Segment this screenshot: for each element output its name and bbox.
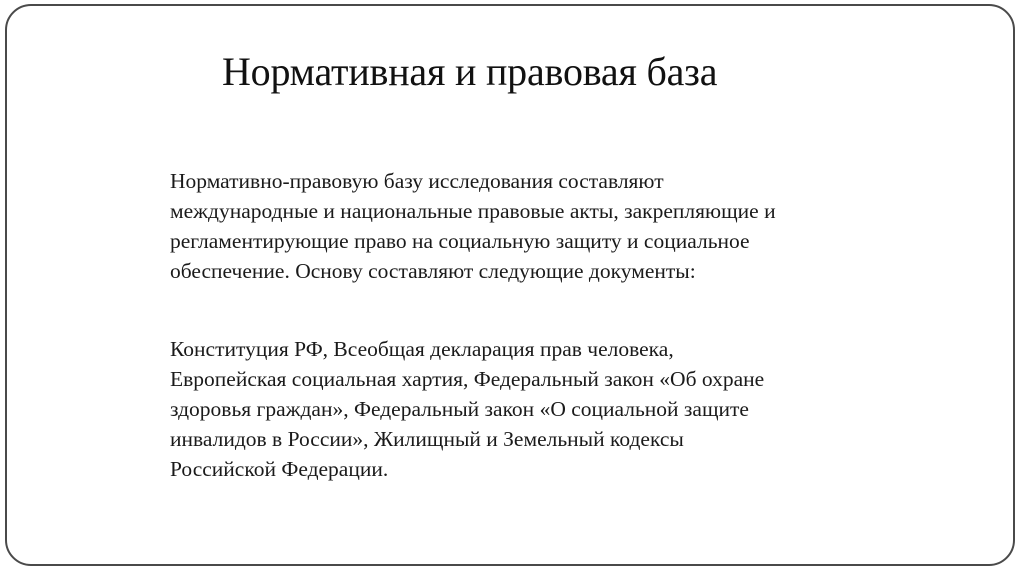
paragraph-line: международные и национальные правовые акты, закрепляющие и: [170, 199, 776, 223]
paragraph-documents-list: [170, 334, 764, 484]
paragraph-line: Нормативно-правовую базу исследования составляют: [170, 169, 664, 193]
paragraph-line: Конституция РФ, Всеобщая декларация прав человека,: [170, 337, 674, 361]
paragraph-line: здоровья граждан», Федеральный закон «О социальной защите: [170, 397, 749, 421]
paragraph-line: Российской Федерации.: [170, 457, 389, 481]
paragraph-line: регламентирующие право на социальную защиту и социальное: [170, 229, 750, 253]
paragraph-line: инвалидов в России», Жилищный и Земельный кодексы: [170, 427, 684, 451]
slide-title: Нормативная и правовая база: [222, 49, 718, 94]
paragraph-line: обеспечение. Основу составляют следующие документы:: [170, 259, 696, 283]
paragraph-legal-basis: [170, 166, 776, 286]
paragraph-line: Европейская социальная хартия, Федеральный закон «Об охране: [170, 367, 765, 391]
